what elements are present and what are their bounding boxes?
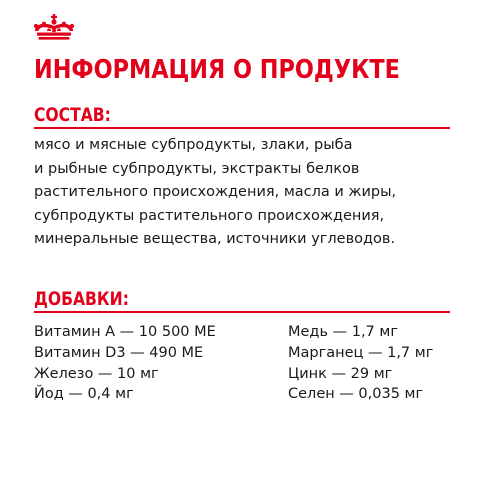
additive-item: Марганец — 1,7 мг (288, 345, 434, 361)
additive-item: Селен — 0,035 мг (288, 386, 424, 402)
composition-title: СОСТАВ: (34, 104, 111, 126)
composition-line: растительного происхождения, масла и жиры, (34, 184, 397, 200)
composition-line: мясо и мясные субпродукты, злаки, рыба (34, 137, 353, 153)
additive-item: Медь — 1,7 мг (288, 324, 398, 340)
additive-item: Железо — 10 мг (34, 366, 159, 382)
composition-text (34, 134, 464, 252)
additives-title: ДОБАВКИ: (34, 288, 129, 310)
additive-item: Витамин А — 10 500 МЕ (34, 324, 216, 340)
composition-line: и рыбные субпродукты, экстракты белков (34, 160, 360, 177)
additive-item: Йод — 0,4 мг (34, 386, 134, 402)
additives-divider (34, 311, 450, 313)
page-title: ИНФОРМАЦИЯ О ПРОДУКТЕ (34, 55, 400, 85)
composition-line: минеральные вещества, источники углеводов. (34, 231, 396, 247)
crown-icon (33, 14, 75, 42)
additive-item: Цинк — 29 мг (288, 366, 393, 382)
composition-divider (34, 127, 450, 129)
composition-line: субпродукты растительного происхождения, (34, 207, 385, 224)
additive-item: Витамин D3 — 490 МЕ (34, 345, 204, 361)
